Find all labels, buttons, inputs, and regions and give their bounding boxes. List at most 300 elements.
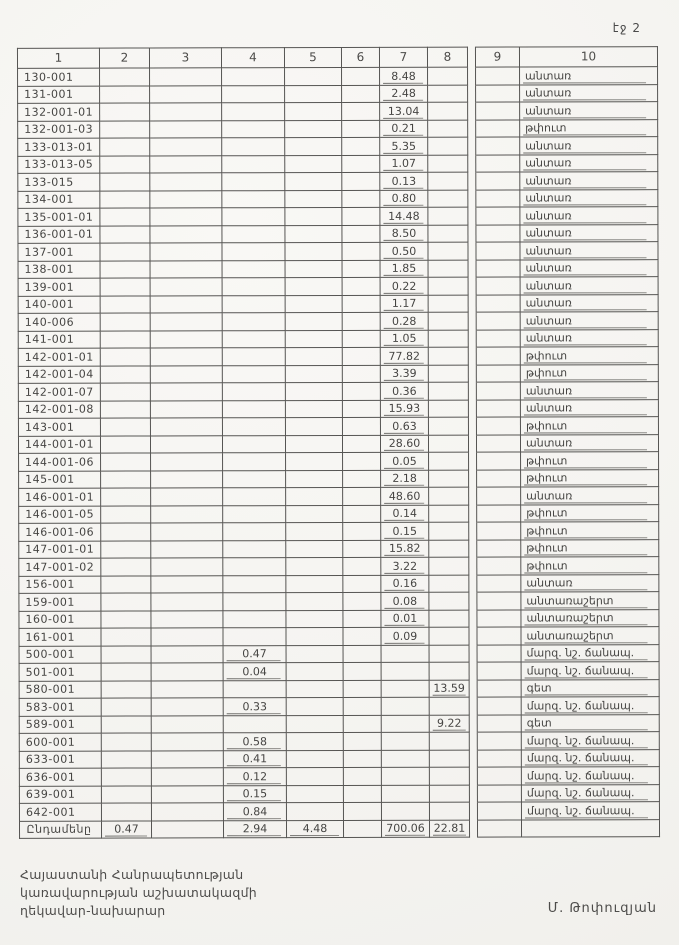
table-cell [342, 260, 380, 278]
table-cell [342, 137, 380, 155]
table-cell [343, 627, 381, 645]
table-cell [476, 207, 520, 225]
footer-line-2: կառավարության աշխատակազմի [20, 885, 258, 900]
table-cell [477, 820, 521, 838]
table-row [18, 154, 658, 173]
table-cell: 130-001 [18, 68, 100, 86]
table-cell: 161-001 [19, 628, 101, 646]
table-cell [150, 225, 222, 243]
table-row [18, 189, 658, 208]
table-cell [342, 295, 380, 313]
table-cell [429, 697, 469, 715]
table-gap [468, 330, 476, 348]
table-cell [150, 313, 222, 331]
table-cell [223, 488, 286, 506]
table-cell: 0.47 [101, 820, 151, 838]
table-cell [381, 662, 429, 680]
table-cell [285, 260, 342, 278]
table-cell [150, 435, 222, 453]
table-row [18, 242, 658, 261]
table-cell [342, 102, 380, 120]
table-cell: 2.48 [380, 85, 428, 103]
table-gap [468, 295, 476, 313]
table-cell: թփուտ [521, 504, 659, 522]
table-cell [101, 803, 151, 821]
table-cell [100, 190, 150, 208]
table-cell [429, 732, 469, 750]
table-cell [286, 680, 343, 698]
table-cell: 141-001 [18, 331, 100, 349]
table-cell: 0.41 [223, 750, 286, 768]
column-header: 3 [149, 48, 221, 68]
table-cell [100, 243, 150, 261]
table-cell [342, 155, 380, 173]
table-cell [429, 750, 469, 768]
table-cell: անտառ [520, 102, 658, 120]
table-cell: անտառ [520, 224, 658, 242]
table-cell [342, 347, 380, 365]
table-cell [343, 610, 381, 628]
table-cell: 1.17 [380, 295, 428, 313]
table-cell [342, 365, 380, 383]
table-cell: 633-001 [19, 751, 101, 769]
table-cell: 132-001-01 [18, 103, 100, 121]
table-cell: 0.04 [223, 663, 286, 681]
table-cell [100, 383, 150, 401]
table-cell: 133-015 [18, 173, 100, 191]
table-cell [222, 278, 285, 296]
table-gap [469, 732, 477, 750]
table-cell [342, 85, 380, 103]
table-cell [476, 347, 520, 365]
table-gap [467, 47, 475, 67]
table-cell [151, 785, 223, 803]
table-cell [285, 312, 342, 330]
table-cell [381, 715, 429, 733]
table-cell: 159-001 [19, 593, 101, 611]
table-cell: 0.36 [380, 382, 428, 400]
table-cell [150, 155, 222, 173]
table-row [19, 574, 659, 593]
table-row [18, 347, 658, 366]
table-cell [429, 557, 469, 575]
table-cell [222, 208, 285, 226]
table-cell [343, 557, 381, 575]
table-cell [151, 803, 223, 821]
table-cell: 48.60 [381, 487, 429, 505]
table-row [18, 102, 658, 121]
table-cell [222, 400, 285, 418]
table-gap [469, 767, 477, 785]
table-cell [222, 225, 285, 243]
table-cell [100, 173, 150, 191]
table-cell [285, 330, 342, 348]
table-cell [285, 102, 342, 120]
table-cell [285, 400, 342, 418]
table-cell [477, 540, 521, 558]
table-cell: 0.47 [223, 645, 286, 663]
table-row [18, 207, 658, 226]
table-cell: 600-001 [19, 733, 101, 751]
table-cell [286, 557, 343, 575]
table-cell [428, 330, 468, 348]
table-cell: 5.35 [380, 137, 428, 155]
table-cell [151, 593, 223, 611]
table-cell: թփուտ [521, 452, 659, 470]
table-cell [101, 593, 151, 611]
table-cell [100, 418, 150, 436]
table-cell [222, 260, 285, 278]
table-cell [476, 120, 520, 138]
table-cell [429, 452, 469, 470]
table-cell [150, 103, 222, 121]
table-cell: 138-001 [18, 261, 100, 279]
table-cell [343, 505, 381, 523]
table-cell [428, 225, 468, 243]
table-row [18, 137, 658, 156]
table-cell [428, 120, 468, 138]
table-cell [429, 785, 469, 803]
table-cell [223, 575, 286, 593]
table-cell [428, 417, 468, 435]
table-row [19, 452, 659, 471]
table-cell [222, 435, 285, 453]
table-cell [222, 68, 285, 86]
table-cell: 147-001-02 [19, 558, 101, 576]
table-cell [100, 103, 150, 121]
table-cell: 142-001-01 [18, 348, 100, 366]
table-cell [477, 680, 521, 698]
land-parcel-table [17, 46, 660, 839]
table-cell [477, 610, 521, 628]
table-cell [429, 645, 469, 663]
table-cell [151, 750, 223, 768]
table-cell [476, 365, 520, 383]
table-cell: 146-001-06 [19, 523, 101, 541]
table-cell [101, 575, 151, 593]
table-cell [285, 277, 342, 295]
table-cell [151, 663, 223, 681]
table-cell: 147-001-01 [19, 541, 101, 559]
table-cell [286, 452, 343, 470]
column-header: 7 [379, 47, 427, 67]
table-row [19, 609, 659, 628]
table-cell [429, 470, 469, 488]
table-row [19, 784, 659, 803]
table-cell: 8.48 [380, 67, 428, 85]
table-cell [342, 400, 380, 418]
table-cell [381, 767, 429, 785]
table-cell: թփուտ [521, 539, 659, 557]
table-cell [381, 750, 429, 768]
table-cell [477, 785, 521, 803]
table-cell [428, 207, 468, 225]
table-cell [343, 697, 381, 715]
table-cell: անտառաշերտ [521, 609, 659, 627]
table-cell [428, 85, 468, 103]
table-cell: թփուտ [520, 417, 658, 435]
table-cell [477, 557, 521, 575]
table-cell [100, 155, 150, 173]
column-header: 9 [475, 47, 519, 67]
table-row [19, 802, 659, 821]
table-cell [477, 662, 521, 680]
table-cell: 0.50 [380, 242, 428, 260]
table-cell [151, 523, 223, 541]
table-cell: անտառաշերտ [521, 592, 659, 610]
table-row [19, 749, 659, 768]
table-cell: 142-001-08 [18, 401, 100, 419]
table-cell [222, 418, 285, 436]
table-cell [285, 85, 342, 103]
table-cell: 0.58 [223, 733, 286, 751]
table-cell [476, 382, 520, 400]
table-gap [469, 487, 477, 505]
table-gap [469, 820, 477, 838]
table-cell [381, 645, 429, 663]
table-cell [342, 330, 380, 348]
table-cell: անտառաշերտ [521, 627, 659, 645]
table-cell: անտառ [520, 329, 658, 347]
header-row [17, 47, 657, 69]
table-cell [477, 452, 521, 470]
table-gap [469, 575, 477, 593]
table-cell: անտառ [521, 487, 659, 505]
table-cell [285, 417, 342, 435]
table-cell [223, 453, 286, 471]
table-row [18, 417, 658, 436]
table-cell: 0.33 [223, 698, 286, 716]
footer-line-1: Հայաստանի Հանրապետության [20, 867, 244, 882]
table-row [19, 714, 659, 733]
table-cell [477, 645, 521, 663]
table-cell: գետ [521, 679, 659, 697]
table-cell [222, 365, 285, 383]
table-cell [223, 593, 286, 611]
table-cell [101, 645, 151, 663]
table-cell [477, 470, 521, 488]
table-cell [343, 452, 381, 470]
table-cell [342, 312, 380, 330]
column-header: 6 [341, 47, 379, 67]
table-cell [286, 575, 343, 593]
table-cell [150, 243, 222, 261]
table-cell [343, 820, 381, 838]
table-cell: 0.63 [380, 417, 428, 435]
table-gap [468, 172, 476, 190]
table-cell [100, 295, 150, 313]
table-cell: 133-013-05 [18, 156, 100, 174]
table-cell [286, 662, 343, 680]
table-cell [342, 417, 380, 435]
table-cell [476, 242, 520, 260]
table-cell [151, 575, 223, 593]
table-gap [468, 155, 476, 173]
table-cell: 140-006 [18, 313, 100, 331]
table-cell [285, 155, 342, 173]
table-cell [222, 138, 285, 156]
table-gap [468, 67, 476, 85]
table-gap [468, 417, 476, 435]
table-cell [477, 592, 521, 610]
table-cell [100, 313, 150, 331]
table-cell [222, 295, 285, 313]
table-cell [222, 330, 285, 348]
table-cell: 0.13 [380, 172, 428, 190]
table-cell [342, 225, 380, 243]
table-gap [469, 522, 477, 540]
table-cell [151, 540, 223, 558]
table-gap [469, 470, 477, 488]
table-cell [343, 522, 381, 540]
table-cell [477, 715, 521, 733]
table-cell [343, 592, 381, 610]
table-cell: 583-001 [19, 698, 101, 716]
table-cell [476, 67, 520, 85]
table-cell: գետ [521, 714, 659, 732]
table-cell: 0.12 [223, 768, 286, 786]
table-cell [100, 208, 150, 226]
table-cell: մարզ. նշ. ճանապ. [521, 749, 659, 767]
table-cell [285, 225, 342, 243]
table-cell [343, 802, 381, 820]
table-cell: 2.94 [223, 820, 286, 838]
table-cell [151, 698, 223, 716]
table-cell: անտառ [520, 399, 658, 417]
table-cell: 14.48 [380, 207, 428, 225]
table-cell [150, 120, 222, 138]
table-gap [469, 505, 477, 523]
table-cell: 4.48 [286, 820, 343, 838]
table-cell: անտառ [520, 277, 658, 295]
table-gap [469, 540, 477, 558]
table-cell: 156-001 [19, 576, 101, 594]
table-gap [469, 662, 477, 680]
table-cell [101, 470, 151, 488]
table-cell [477, 802, 521, 820]
column-header: 4 [221, 48, 284, 68]
table-cell: մարզ. նշ. ճանապ. [521, 697, 659, 715]
table-cell: մարզ. նշ. ճանապ. [521, 802, 659, 820]
table-cell: 142-001-04 [18, 366, 100, 384]
table-cell [100, 68, 150, 86]
table-cell [100, 400, 150, 418]
table-cell [100, 348, 150, 366]
table-cell [428, 347, 468, 365]
table-cell: թփուտ [521, 469, 659, 487]
table-cell: 15.93 [380, 400, 428, 418]
table-cell [286, 522, 343, 540]
table-cell [223, 715, 286, 733]
table-cell [429, 522, 469, 540]
table-cell [222, 383, 285, 401]
table-cell [428, 365, 468, 383]
table-cell: անտառ [520, 207, 658, 225]
table-row [18, 119, 658, 138]
table-cell [381, 732, 429, 750]
table-cell: 15.82 [381, 540, 429, 558]
table-cell [223, 505, 286, 523]
table-cell [222, 243, 285, 261]
table-cell [151, 680, 223, 698]
table-cell [223, 628, 286, 646]
table-cell: անտառ [520, 312, 658, 330]
table-cell: 3.39 [380, 365, 428, 383]
table-cell: 0.15 [223, 785, 286, 803]
table-cell: անտառ [520, 294, 658, 312]
table-cell [476, 295, 520, 313]
table-cell [151, 768, 223, 786]
table-cell: անտառ [520, 382, 658, 400]
table-cell [429, 610, 469, 628]
table-cell [223, 540, 286, 558]
table-cell [101, 628, 151, 646]
table-cell [150, 365, 222, 383]
table-cell [342, 120, 380, 138]
table-cell [151, 488, 223, 506]
table-cell [428, 155, 468, 173]
table-row [19, 469, 659, 488]
column-header: 10 [519, 47, 657, 67]
table-cell: 0.80 [380, 190, 428, 208]
table-cell: 700.06 [381, 820, 429, 838]
table-cell [477, 697, 521, 715]
table-cell [342, 382, 380, 400]
table-cell [428, 260, 468, 278]
table-cell: 134-001 [18, 191, 100, 209]
table-cell [477, 750, 521, 768]
table-cell: 132-001-03 [18, 121, 100, 139]
table-cell: անտառ [520, 259, 658, 277]
table-cell [100, 365, 150, 383]
table-cell: 3.22 [381, 557, 429, 575]
table-cell: անտառ [520, 154, 658, 172]
table-cell: 0.28 [380, 312, 428, 330]
table-row [19, 504, 659, 523]
table-gap [468, 190, 476, 208]
table-cell [151, 645, 223, 663]
table-gap [468, 312, 476, 330]
column-header: 2 [99, 48, 149, 68]
column-header: 5 [284, 47, 341, 67]
table-cell [101, 505, 151, 523]
table-cell: 0.09 [381, 627, 429, 645]
table-cell [101, 715, 151, 733]
table-cell [150, 278, 222, 296]
table-cell [101, 610, 151, 628]
table-gap [469, 785, 477, 803]
table-gap [469, 557, 477, 575]
table-cell [428, 190, 468, 208]
table-cell [428, 382, 468, 400]
table-cell [222, 85, 285, 103]
table-cell [285, 67, 342, 85]
table-row [19, 732, 659, 751]
table-cell: 133-013-01 [18, 138, 100, 156]
table-cell: 136-001-01 [18, 226, 100, 244]
table-cell: 0.01 [381, 610, 429, 628]
table-cell: 13.04 [380, 102, 428, 120]
table-cell [428, 277, 468, 295]
table-cell: մարզ. նշ. ճանապ. [521, 732, 659, 750]
table-cell: 0.84 [223, 803, 286, 821]
table-gap [469, 452, 477, 470]
table-row [18, 172, 658, 191]
table-cell: թփուտ [520, 119, 658, 137]
table-cell: 9.22 [429, 715, 469, 733]
table-cell: թփուտ [520, 347, 658, 365]
table-cell: թփուտ [521, 557, 659, 575]
